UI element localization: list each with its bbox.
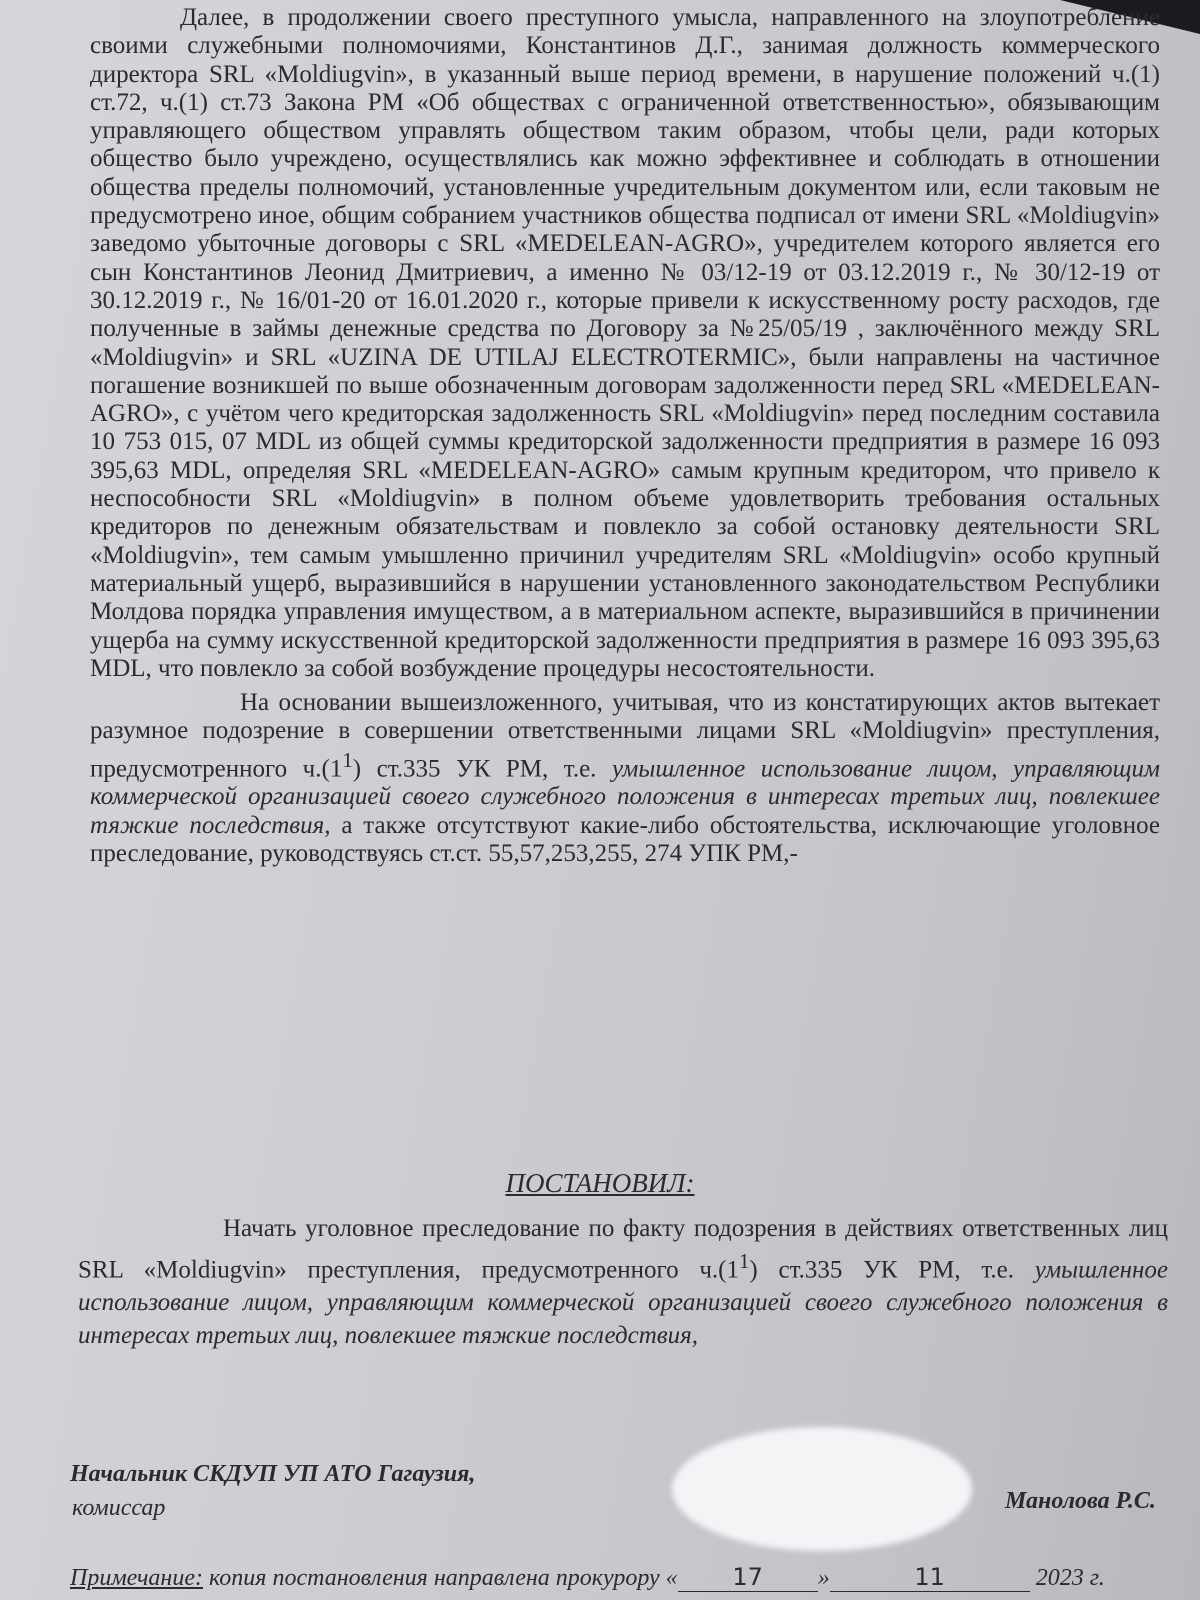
body-text	[90, 4, 1160, 868]
paragraph-1: Далее, в продолжении своего преступного умысла, направленного на злоупотребление своими служебными полномочиями, Константинов Д.Г., занимая должность коммерческого директора SRL «Moldiugvin», в указанный выше период времени, в нарушение положений ч.(1) ст.72, ч.(1) ст.73 Закона РМ «Об обществах с ограниченной ответственностью», обязывающим управляющего обществом управлять обществом таким образом, чтобы цели, ради которых общество было учреждено, осуществлялись как можно эффективнее и соблюдать в отношении общества пределы полномочий, установленные учредительным документом или, если таковым не предусмотрено иное, общим собранием участников общества подписал от имени SRL «Moldiugvin» заведомо убыточные договоры с SRL «MEDELEAN-AGRO», учредителем которого является его сын Константинов Леонид Дмитриевич, а именно № 03/12-19 от 03.12.2019 г., № 30/12-19 от 30.12.2019 г., № 16/01-20 от 16.01.2020 г., которые привели к искусственному росту расходов, где полученные в займы денежные средства по Договору за №25/05/19 , заключённого между SRL «Moldiugvin» и SRL «UZINA DE UTILAJ ELECTROTERMIC», были направлены на частичное погашение возникшей по выше обозначенным договорам задолженности перед SRL «MEDELEAN-AGRO», с учётом чего кредиторская задолженность SRL «Moldiugvin» перед последним составила 10 753 015, 07 MDL из общей суммы кредиторской задолженности предприятия в размере 16 093 395,63 MDL, определяя SRL «MEDELEAN-AGRO» самым крупным кредитором, что привело к неспособности SRL «Moldiugvin» в полном объеме удовлетворить требования остальных кредиторов по денежным обязательствам и повлекло за собой остановку деятельности SRL «Moldiugvin», тем самым умышленно причинил учредителям SRL «Moldiugvin» особо крупный материальный ущерб, выразившийся в нарушении установленного законодательством Республики Молдова порядка управления имуществом, а в материальном аспекте, выразившийся в причинении ущерба на сумму искусственной кредиторской задолженности предприятия в размере 16 093 395,63 MDL, что повлекло за собой возбуждение процедуры несостоятельности.	[90, 4, 1160, 682]
signer-name: Манолова Р.С.	[1005, 1488, 1156, 1514]
decision-text: Начать уголовное преследование по факту подозрения в действиях ответственных лиц SRL «Moldiugvin» преступления, предусмотренного $ч.(1^1)$ ст.335 УК РМ, т.е. умышленное использование лицом, управляющим коммерческой организацией своего служебного положения в интересах третьих лиц, повлекшее тяжкие последствия,	[78, 1215, 1168, 1350]
signer-title	[70, 1457, 475, 1525]
footnote: Примечание: копия постановления направлена прокурору « 17 » 11 2023 г.	[70, 1563, 1105, 1591]
handwritten-month: 11	[830, 1563, 1030, 1592]
signer-rank: комиссар	[72, 1495, 166, 1521]
signer-position: Начальник СКДУП УП АТО Гагаузия,	[70, 1461, 476, 1487]
note-label: Примечание:	[70, 1565, 203, 1591]
decision-heading: ПОСТАНОВИЛ:	[505, 1168, 695, 1198]
handwritten-day: 17	[678, 1563, 818, 1592]
paragraph-2: На основании вышеизложенного, учитывая, что из констатирующих актов вытекает разумное подозрение в совершении ответственными лицами SRL «Moldiugvin» преступления, предусмотренного $ч.(1^1)$ ст.335 УК РМ, т.е. умышленное использование лицом, управляющим коммерческой организацией своего служебного положения в интересах третьих лиц, повлекшее тяжкие последствия, а также отсутствуют какие-либо обстоятельства, исключающие уголовное преследование, руководствуясь ст.ст. 55,57,253,255, 274 УПК РМ,-	[90, 689, 1160, 867]
redacted-signature	[672, 1427, 972, 1551]
